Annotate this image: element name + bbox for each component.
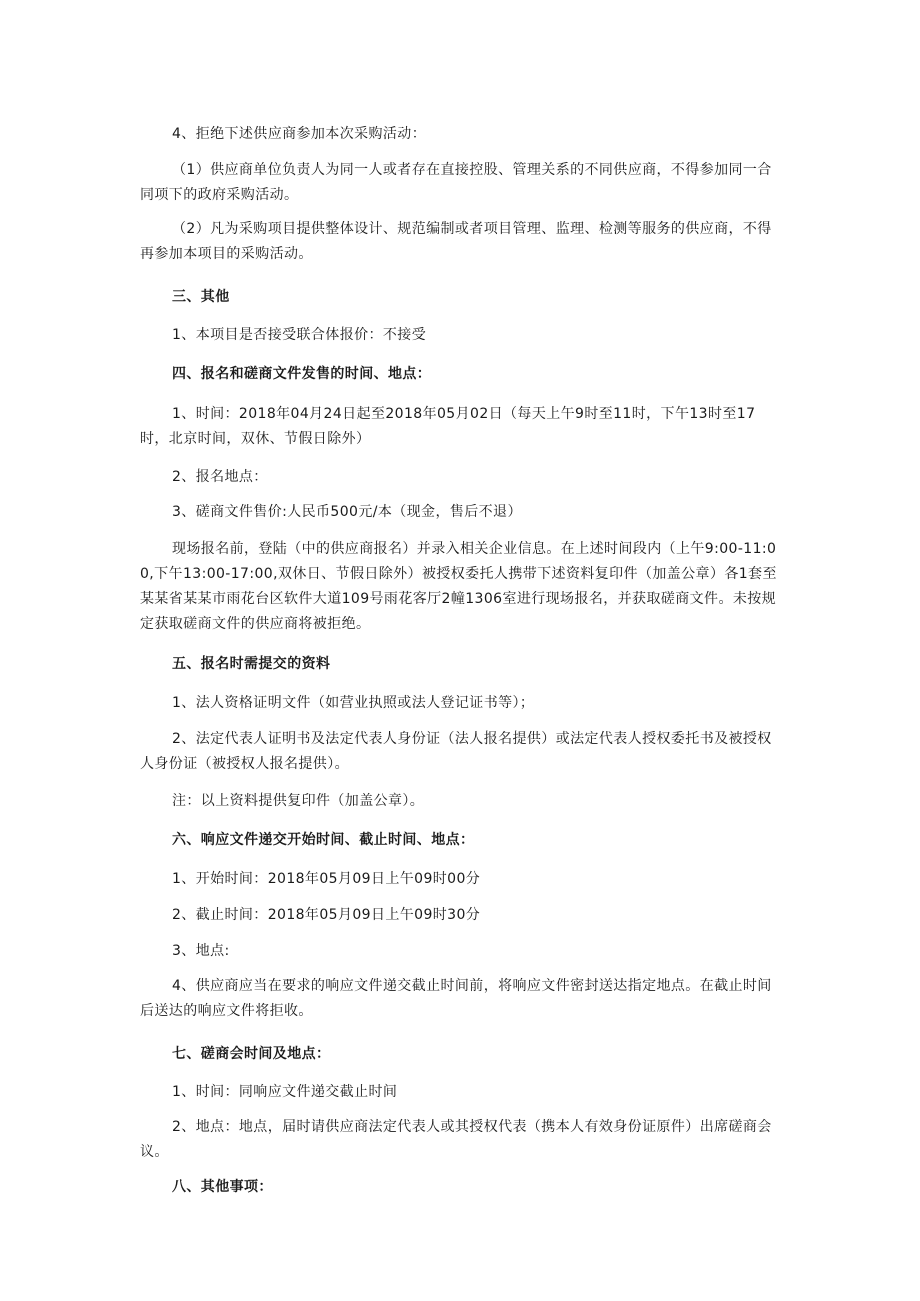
heading-section-5: 五、报名时需提交的资料 xyxy=(172,656,331,672)
paragraph-deadline: 2、截止时间：2018年05月09日上午09时30分 xyxy=(172,907,481,923)
paragraph-submission-place: 3、地点: xyxy=(172,943,230,959)
paragraph-registration-time: 1、时间：2018年04月24日起至2018年05月02日（每天上午9时至11时，下午13时至17时，北京时间，双休、节假日除外） xyxy=(140,406,756,447)
heading-section-8: 八、其他事项： xyxy=(172,1179,273,1195)
paragraph-reject-1: （1）供应商单位负责人为同一人或者存在直接控股、管理关系的不同供应商，不得参加同一合同项下的政府采购活动。 xyxy=(140,162,772,203)
paragraph-start-time: 1、开始时间：2018年05月09日上午09时00分 xyxy=(172,871,481,887)
paragraph-sealed-delivery: 4、供应商应当在要求的响应文件递交截止时间前，将响应文件密封送达指定地点。在截止时间后送达的响应文件将拒收。 xyxy=(140,978,772,1019)
paragraph-note: 注：以上资料提供复印件（加盖公章）。 xyxy=(172,793,425,809)
paragraph-consortium: 1、本项目是否接受联合体报价：不接受 xyxy=(172,327,427,343)
paragraph-meeting-time: 1、时间：同响应文件递交截止时间 xyxy=(172,1084,398,1100)
paragraph-onsite-registration: 现场报名前，登陆（中的供应商报名）并录入相关企业信息。在上述时间段内（上午9:00-11:00,下午13:00-17:00,双休日、节假日除外）被授权委托人携带下述资料复印件（加盖公章）各1套至某某省某某市雨花台区软件大道109号雨花客厅2幢1306室进行现场报名，并获取磋商文件。未按规定获取磋商文件的供应商将被拒绝。 xyxy=(140,541,777,632)
heading-section-7: 七、磋商会时间及地点： xyxy=(172,1046,331,1062)
paragraph-document-price: 3、磋商文件售价:人民币500元/本（现金，售后不退） xyxy=(172,504,522,520)
paragraph-reject-2: （2）凡为采购项目提供整体设计、规范编制或者项目管理、监理、检测等服务的供应商，不得再参加本项目的采购活动。 xyxy=(140,221,772,262)
paragraph-registration-place: 2、报名地点： xyxy=(172,469,268,485)
heading-section-4: 四、报名和磋商文件发售的时间、地点： xyxy=(172,366,432,382)
heading-section-6: 六、响应文件递交开始时间、截止时间、地点： xyxy=(172,832,475,848)
paragraph-legal-certificate: 1、法人资格证明文件（如营业执照或法人登记证书等）； xyxy=(172,695,535,711)
paragraph-meeting-place: 2、地点：地点，届时请供应商法定代表人或其授权代表（携本人有效身份证原件）出席磋商会议。 xyxy=(140,1119,772,1160)
paragraph-reject-suppliers: 4、拒绝下述供应商参加本次采购活动： xyxy=(172,126,427,142)
heading-section-3: 三、其他 xyxy=(172,289,230,305)
paragraph-legal-representative: 2、法定代表人证明书及法定代表人身份证（法人报名提供）或法定代表人授权委托书及被授权人身份证（被授权人报名提供）。 xyxy=(140,731,772,772)
